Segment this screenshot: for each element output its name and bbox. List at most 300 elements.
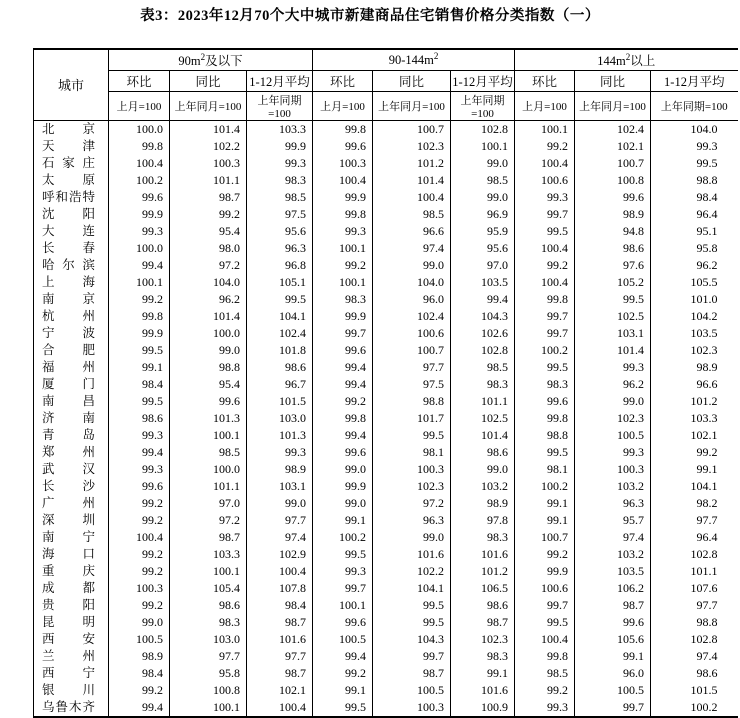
value-cell: 105.5 [651, 274, 738, 291]
value-cell: 99.3 [575, 359, 651, 376]
value-cell: 101.2 [451, 563, 515, 580]
value-cell: 97.5 [247, 206, 313, 223]
value-cell: 100.2 [651, 699, 738, 717]
value-cell: 102.3 [373, 138, 451, 155]
value-cell: 99.2 [651, 444, 738, 461]
value-cell: 99.3 [109, 461, 170, 478]
value-cell: 100.4 [247, 563, 313, 580]
group-label-text: 144m [597, 53, 626, 68]
value-cell: 99.9 [515, 563, 575, 580]
value-cell: 99.8 [515, 410, 575, 427]
value-cell: 100.5 [313, 631, 373, 648]
value-cell: 104.1 [651, 478, 738, 495]
value-cell: 99.4 [109, 257, 170, 274]
city-name [34, 614, 109, 631]
value-cell: 96.4 [651, 206, 738, 223]
table-row [34, 427, 738, 444]
value-cell: 99.4 [313, 359, 373, 376]
value-cell: 106.5 [451, 580, 515, 597]
value-cell: 100.8 [170, 682, 247, 699]
value-cell: 100.2 [313, 529, 373, 546]
value-cell: 99.6 [313, 614, 373, 631]
value-cell: 107.6 [651, 580, 738, 597]
value-cell: 102.9 [247, 546, 313, 563]
value-cell: 103.5 [575, 563, 651, 580]
city-name-text: 成都 [42, 580, 95, 595]
value-cell: 100.1 [515, 120, 575, 138]
value-cell: 99.6 [515, 393, 575, 410]
value-cell: 103.3 [651, 410, 738, 427]
value-cell: 99.9 [109, 325, 170, 342]
city-name [34, 172, 109, 189]
value-cell: 102.4 [247, 325, 313, 342]
value-cell: 101.6 [247, 631, 313, 648]
city-name [34, 274, 109, 291]
table-row [34, 410, 738, 427]
value-cell: 99.0 [313, 495, 373, 512]
header-group-90-below [109, 49, 313, 70]
value-cell: 101.1 [651, 563, 738, 580]
value-cell: 99.3 [651, 138, 738, 155]
value-cell: 102.3 [651, 342, 738, 359]
value-cell: 99.2 [515, 682, 575, 699]
city-name [34, 478, 109, 495]
value-cell: 100.7 [575, 155, 651, 172]
value-cell: 95.6 [247, 223, 313, 240]
value-cell: 101.1 [170, 172, 247, 189]
city-name-text: 青岛 [42, 427, 95, 442]
value-cell: 96.6 [373, 223, 451, 240]
col-header-mom: 环比 [515, 70, 575, 91]
header-group-90-144 [313, 49, 515, 70]
value-cell: 98.3 [170, 614, 247, 631]
value-cell: 96.8 [247, 257, 313, 274]
base-header-mom: 上月=100 [515, 91, 575, 120]
col-header-mom: 环比 [109, 70, 170, 91]
value-cell: 99.6 [575, 614, 651, 631]
value-cell: 98.9 [109, 648, 170, 665]
value-cell: 99.2 [109, 512, 170, 529]
value-cell: 99.0 [313, 461, 373, 478]
value-cell: 99.0 [451, 461, 515, 478]
table-row [34, 512, 738, 529]
value-cell: 99.1 [313, 512, 373, 529]
city-name-text: 沈阳 [42, 206, 95, 221]
value-cell: 100.1 [451, 138, 515, 155]
value-cell: 100.0 [170, 325, 247, 342]
value-cell: 99.8 [313, 206, 373, 223]
value-cell: 98.6 [575, 240, 651, 257]
value-cell: 101.4 [373, 172, 451, 189]
table-row [34, 274, 738, 291]
value-cell: 99.7 [515, 597, 575, 614]
city-name-text: 哈尔滨 [42, 257, 95, 272]
city-name-text: 海口 [42, 546, 95, 561]
value-cell: 99.5 [373, 614, 451, 631]
value-cell: 100.5 [575, 427, 651, 444]
city-name [34, 529, 109, 546]
table-row [34, 172, 738, 189]
base-header-mom: 上月=100 [313, 91, 373, 120]
value-cell: 98.6 [651, 665, 738, 682]
value-cell: 97.2 [170, 512, 247, 529]
value-cell: 96.9 [451, 206, 515, 223]
value-cell: 99.1 [651, 461, 738, 478]
table-row [34, 529, 738, 546]
value-cell: 99.2 [109, 563, 170, 580]
value-cell: 99.6 [313, 444, 373, 461]
value-cell: 99.3 [109, 223, 170, 240]
city-name-text: 长春 [42, 240, 95, 255]
city-name-text: 西安 [42, 631, 95, 646]
city-name [34, 325, 109, 342]
city-name-text: 北京 [42, 121, 95, 136]
value-cell: 101.4 [451, 427, 515, 444]
value-cell: 103.0 [170, 631, 247, 648]
city-name-text: 广州 [42, 495, 95, 510]
base-header-avg: 上年同期=100 [247, 91, 313, 120]
value-cell: 98.5 [373, 206, 451, 223]
value-cell: 101.1 [170, 478, 247, 495]
page-title: 表3：2023年12月70个大中城市新建商品住宅销售价格分类指数（一） [140, 8, 600, 24]
value-cell: 98.7 [373, 665, 451, 682]
value-cell: 100.1 [170, 427, 247, 444]
value-cell: 99.5 [247, 291, 313, 308]
value-cell: 99.2 [515, 138, 575, 155]
table-row [34, 495, 738, 512]
table-row [34, 546, 738, 563]
city-name [34, 563, 109, 580]
value-cell: 101.4 [170, 308, 247, 325]
value-cell: 99.0 [451, 155, 515, 172]
value-cell: 98.3 [451, 529, 515, 546]
value-cell: 99.0 [575, 393, 651, 410]
value-cell: 96.2 [575, 376, 651, 393]
value-cell: 104.1 [247, 308, 313, 325]
value-cell: 98.9 [451, 495, 515, 512]
value-cell: 101.0 [651, 291, 738, 308]
group-label-text: 以上 [630, 53, 656, 68]
city-name-text: 大连 [42, 223, 95, 238]
value-cell: 103.2 [575, 546, 651, 563]
value-cell: 99.3 [313, 563, 373, 580]
table-row [34, 631, 738, 648]
value-cell: 99.8 [515, 291, 575, 308]
value-cell: 99.7 [515, 206, 575, 223]
value-cell: 100.5 [575, 682, 651, 699]
value-cell: 99.3 [247, 444, 313, 461]
table-row [34, 699, 738, 717]
city-name [34, 206, 109, 223]
value-cell: 97.7 [651, 512, 738, 529]
value-cell: 104.3 [373, 631, 451, 648]
base-header-avg: 上年同期=100 [651, 91, 738, 120]
value-cell: 99.6 [313, 138, 373, 155]
table-row [34, 257, 738, 274]
value-cell: 100.4 [109, 529, 170, 546]
value-cell: 99.6 [170, 393, 247, 410]
value-cell: 95.7 [575, 512, 651, 529]
city-name [34, 257, 109, 274]
city-name-text: 南宁 [42, 529, 95, 544]
value-cell: 98.4 [247, 597, 313, 614]
value-cell: 100.5 [109, 631, 170, 648]
value-cell: 100.7 [515, 529, 575, 546]
value-cell: 98.1 [373, 444, 451, 461]
value-cell: 98.8 [373, 393, 451, 410]
city-name [34, 291, 109, 308]
value-cell: 102.8 [651, 546, 738, 563]
col-header-avg: 1-12月平均 [651, 70, 738, 91]
value-cell: 100.4 [515, 240, 575, 257]
value-cell: 98.8 [515, 427, 575, 444]
value-cell: 99.0 [247, 495, 313, 512]
value-cell: 99.0 [109, 614, 170, 631]
value-cell: 100.2 [109, 172, 170, 189]
value-cell: 102.1 [651, 427, 738, 444]
city-name [34, 189, 109, 206]
table-row [34, 206, 738, 223]
value-cell: 102.1 [575, 138, 651, 155]
header-city: 城市 [34, 49, 109, 120]
value-cell: 98.4 [109, 376, 170, 393]
value-cell: 99.5 [109, 393, 170, 410]
table-row [34, 393, 738, 410]
value-cell: 100.5 [373, 682, 451, 699]
value-cell: 100.6 [373, 325, 451, 342]
city-name-text: 深圳 [42, 512, 95, 527]
value-cell: 99.5 [515, 444, 575, 461]
city-name [34, 410, 109, 427]
value-cell: 99.3 [109, 427, 170, 444]
value-cell: 99.5 [515, 223, 575, 240]
value-cell: 99.5 [651, 155, 738, 172]
value-cell: 103.1 [247, 478, 313, 495]
value-cell: 102.5 [575, 308, 651, 325]
value-cell: 100.7 [373, 342, 451, 359]
value-cell: 99.1 [575, 648, 651, 665]
value-cell: 99.6 [109, 478, 170, 495]
value-cell: 102.3 [575, 410, 651, 427]
table-row [34, 138, 738, 155]
value-cell: 99.7 [373, 648, 451, 665]
value-cell: 104.0 [373, 274, 451, 291]
value-cell: 97.4 [373, 240, 451, 257]
value-cell: 99.3 [247, 155, 313, 172]
value-cell: 105.1 [247, 274, 313, 291]
value-cell: 99.2 [313, 393, 373, 410]
value-cell: 99.3 [515, 699, 575, 717]
header-group-144-above [515, 49, 738, 70]
table-row [34, 155, 738, 172]
value-cell: 98.7 [170, 529, 247, 546]
value-cell: 98.3 [451, 376, 515, 393]
value-cell: 103.3 [247, 120, 313, 138]
city-name-text: 银川 [42, 682, 95, 697]
value-cell: 100.0 [109, 120, 170, 138]
value-cell: 101.5 [651, 682, 738, 699]
value-cell: 100.2 [515, 478, 575, 495]
value-cell: 98.5 [451, 359, 515, 376]
city-name [34, 427, 109, 444]
value-cell: 98.1 [515, 461, 575, 478]
city-name [34, 120, 109, 138]
city-name-text: 兰州 [42, 648, 95, 663]
city-name-text: 南昌 [42, 393, 95, 408]
city-name [34, 512, 109, 529]
value-cell: 101.8 [247, 342, 313, 359]
table-row [34, 240, 738, 257]
base-header-mom: 上月=100 [109, 91, 170, 120]
city-name [34, 699, 109, 717]
value-cell: 97.2 [170, 257, 247, 274]
city-name [34, 359, 109, 376]
value-cell: 98.7 [247, 614, 313, 631]
value-cell: 99.2 [109, 682, 170, 699]
value-cell: 99.4 [109, 444, 170, 461]
value-cell: 99.2 [313, 665, 373, 682]
value-cell: 97.7 [247, 512, 313, 529]
value-cell: 99.7 [313, 580, 373, 597]
value-cell: 100.4 [515, 155, 575, 172]
value-cell: 103.1 [575, 325, 651, 342]
value-cell: 97.5 [373, 376, 451, 393]
city-name [34, 580, 109, 597]
value-cell: 100.3 [575, 461, 651, 478]
value-cell: 104.1 [373, 580, 451, 597]
value-cell: 101.2 [651, 393, 738, 410]
value-cell: 98.3 [313, 291, 373, 308]
table-row [34, 444, 738, 461]
value-cell: 104.0 [651, 120, 738, 138]
value-cell: 98.8 [651, 614, 738, 631]
price-index-table [33, 48, 738, 718]
value-cell: 102.5 [451, 410, 515, 427]
group-label-text: 90-144m [388, 53, 434, 68]
city-name-text: 贵阳 [42, 597, 95, 612]
city-name [34, 240, 109, 257]
table-row [34, 597, 738, 614]
value-cell: 103.5 [451, 274, 515, 291]
value-cell: 98.8 [651, 172, 738, 189]
value-cell: 97.0 [451, 257, 515, 274]
value-cell: 99.7 [515, 325, 575, 342]
city-name [34, 546, 109, 563]
value-cell: 96.0 [575, 665, 651, 682]
value-cell: 97.4 [247, 529, 313, 546]
value-cell: 96.4 [651, 529, 738, 546]
value-cell: 99.0 [373, 529, 451, 546]
value-cell: 97.7 [170, 648, 247, 665]
city-name-text: 乌鲁木齐 [42, 699, 95, 714]
city-name-text: 郑州 [42, 444, 95, 459]
value-cell: 99.1 [313, 682, 373, 699]
value-cell: 100.4 [373, 189, 451, 206]
table-row [34, 461, 738, 478]
value-cell: 100.6 [515, 172, 575, 189]
city-name-text: 昆明 [42, 614, 95, 629]
value-cell: 104.0 [170, 274, 247, 291]
city-name-text: 福州 [42, 359, 95, 374]
base-header-yoy: 上年同月=100 [170, 91, 247, 120]
value-cell: 105.6 [575, 631, 651, 648]
value-cell: 99.8 [313, 410, 373, 427]
value-cell: 105.4 [170, 580, 247, 597]
value-cell: 101.6 [451, 682, 515, 699]
value-cell: 99.2 [170, 206, 247, 223]
value-cell: 100.4 [313, 172, 373, 189]
value-cell: 98.6 [247, 359, 313, 376]
value-cell: 95.1 [651, 223, 738, 240]
value-cell: 99.0 [373, 257, 451, 274]
value-cell: 98.3 [451, 648, 515, 665]
table-row [34, 648, 738, 665]
value-cell: 101.4 [170, 120, 247, 138]
value-cell: 100.3 [109, 580, 170, 597]
value-cell: 98.7 [451, 614, 515, 631]
city-name-text: 上海 [42, 274, 95, 289]
city-name-text: 厦门 [42, 376, 95, 391]
value-cell: 99.3 [313, 223, 373, 240]
value-cell: 99.3 [515, 189, 575, 206]
value-cell: 106.2 [575, 580, 651, 597]
value-cell: 98.5 [247, 189, 313, 206]
value-cell: 100.1 [313, 597, 373, 614]
value-cell: 98.3 [515, 376, 575, 393]
value-cell: 102.1 [247, 682, 313, 699]
value-cell: 98.5 [170, 444, 247, 461]
value-cell: 99.5 [313, 699, 373, 717]
value-cell: 99.1 [515, 512, 575, 529]
city-name-text: 太原 [42, 172, 95, 187]
value-cell: 96.3 [575, 495, 651, 512]
value-cell: 99.1 [109, 359, 170, 376]
value-cell: 97.4 [575, 529, 651, 546]
table-body [34, 120, 738, 717]
value-cell: 96.6 [651, 376, 738, 393]
value-cell: 98.6 [451, 444, 515, 461]
value-cell: 95.9 [451, 223, 515, 240]
value-cell: 102.8 [451, 120, 515, 138]
value-cell: 96.0 [373, 291, 451, 308]
value-cell: 100.0 [109, 240, 170, 257]
city-name [34, 138, 109, 155]
value-cell: 98.0 [170, 240, 247, 257]
table-row [34, 359, 738, 376]
value-cell: 99.6 [575, 189, 651, 206]
value-cell: 101.6 [373, 546, 451, 563]
value-cell: 99.4 [313, 427, 373, 444]
city-name [34, 155, 109, 172]
value-cell: 101.3 [247, 427, 313, 444]
city-name [34, 342, 109, 359]
city-name-text: 宁波 [42, 325, 95, 340]
table-row [34, 189, 738, 206]
value-cell: 100.6 [515, 580, 575, 597]
col-header-avg: 1-12月平均 [451, 70, 515, 91]
value-cell: 97.8 [451, 512, 515, 529]
city-name [34, 461, 109, 478]
value-cell: 100.1 [170, 699, 247, 717]
city-name-text: 济南 [42, 410, 95, 425]
value-cell: 102.4 [575, 120, 651, 138]
value-cell: 99.2 [515, 546, 575, 563]
base-header-yoy: 上年同月=100 [575, 91, 651, 120]
city-name-text: 南京 [42, 291, 95, 306]
value-cell: 98.7 [575, 597, 651, 614]
value-cell: 97.6 [575, 257, 651, 274]
value-cell: 100.1 [109, 274, 170, 291]
